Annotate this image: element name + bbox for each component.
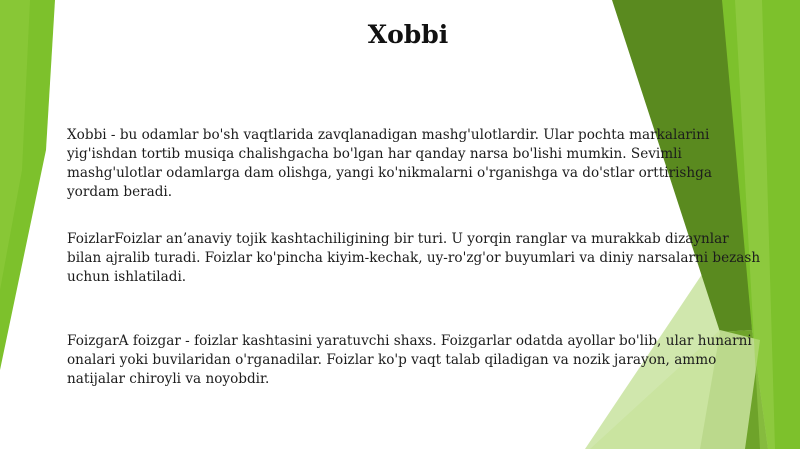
paragraph-foizgar: FoizgarA foizgar - foizlar kashtasini yaratuvchi shaxs. Foizgarlar odatda ayollar bo'lib, ular hunarni onalari yoki buvilaridan o'rganadilar. Foizlar ko'p vaqt talab qiladigan va nozik jarayon, ammo natijalar chiroyli va noyobdir. <box>67 333 752 387</box>
paragraph-foizlar: FoizlarFoizlar an’anaviy tojik kashtachiligining bir turi. U yorqin ranglar va murakkab dizaynlar bilan ajralib turadi. Foizlar ko'pincha kiyim-kechak, uy-ro'zg'or buyumlari va diniy narsalarni bezash uchun ishlatiladi. <box>67 231 761 285</box>
paragraph-hobby: Xobbi - bu odamlar bo'sh vaqtlarida zavqlanadigan mashg'ulotlardir. Ular pochta markalarini yig'ishdan tortib musiqa chalishgacha bo'lgan har qanday narsa bo'lishi mumkin. Sevimli mashg'ulotlar odamlarga dam olishga, yangi ko'nikmalarni o'rganishga va do'stlar orttirishga yordam beradi. <box>67 127 712 200</box>
slide-title: Xobbi <box>367 20 449 49</box>
